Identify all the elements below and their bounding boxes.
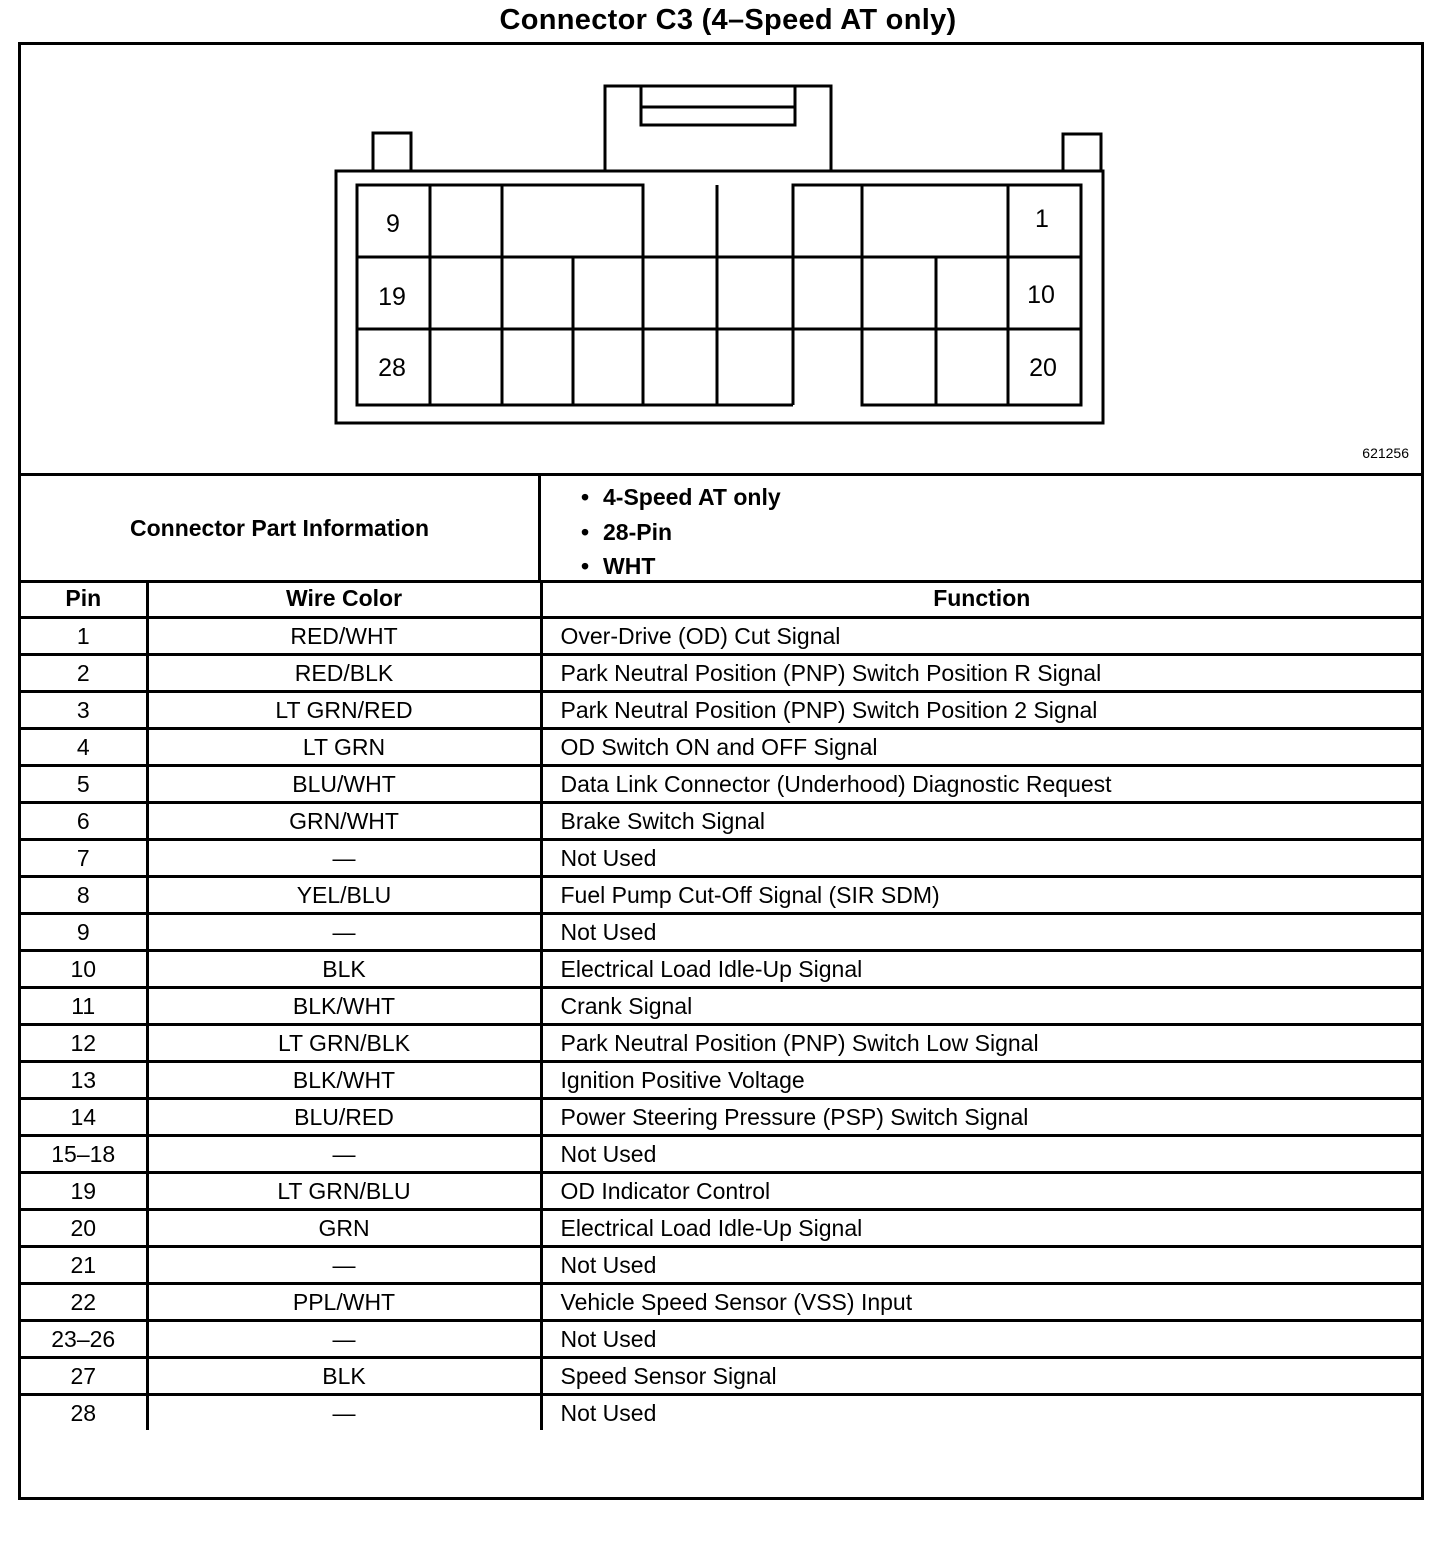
pin-cell: 4	[21, 729, 147, 766]
pin-label-20: 20	[1029, 354, 1057, 382]
table-row	[21, 914, 1421, 951]
function-cell: Fuel Pump Cut-Off Signal (SIR SDM)	[541, 877, 1421, 914]
pin-cell: 9	[21, 914, 147, 951]
pin-cell: 7	[21, 840, 147, 877]
pin-cell: 20	[21, 1210, 147, 1247]
wire-color-cell: BLK/WHT	[147, 1062, 541, 1099]
function-cell: Ignition Positive Voltage	[541, 1062, 1421, 1099]
function-cell: Not Used	[541, 1321, 1421, 1358]
function-cell: Not Used	[541, 840, 1421, 877]
function-cell: Brake Switch Signal	[541, 803, 1421, 840]
function-cell: Speed Sensor Signal	[541, 1358, 1421, 1395]
connector-diagram	[21, 45, 1421, 476]
wire-color-cell: LT GRN/BLK	[147, 1025, 541, 1062]
wire-color-cell: LT GRN/BLU	[147, 1173, 541, 1210]
table-row	[21, 655, 1421, 692]
function-cell: Electrical Load Idle-Up Signal	[541, 1210, 1421, 1247]
bullet-icon: •	[581, 484, 590, 510]
function-cell: Not Used	[541, 914, 1421, 951]
table-row	[21, 1099, 1421, 1136]
pin-label-28: 28	[378, 354, 406, 382]
wire-color-cell: GRN/WHT	[147, 803, 541, 840]
wire-color-cell: —	[147, 1321, 541, 1358]
pin-cell: 5	[21, 766, 147, 803]
function-cell: Vehicle Speed Sensor (VSS) Input	[541, 1284, 1421, 1321]
connector-frame	[18, 42, 1424, 1500]
wire-color-cell: —	[147, 1136, 541, 1173]
pin-cell: 1	[21, 618, 147, 655]
pin-label-10: 10	[1027, 281, 1055, 309]
pin-cell: 6	[21, 803, 147, 840]
bullet-icon: •	[581, 553, 590, 579]
header-function: Function	[541, 580, 1421, 618]
pin-cell: 27	[21, 1358, 147, 1395]
table-row	[21, 692, 1421, 729]
table-row	[21, 618, 1421, 655]
wire-color-cell: —	[147, 914, 541, 951]
table-row	[21, 1025, 1421, 1062]
wire-color-cell: LT GRN/RED	[147, 692, 541, 729]
connector-face-drawing	[21, 45, 1421, 473]
table-row	[21, 951, 1421, 988]
table-row	[21, 1321, 1421, 1358]
wire-color-cell: RED/WHT	[147, 618, 541, 655]
function-cell: Park Neutral Position (PNP) Switch Position 2 Signal	[541, 692, 1421, 729]
part-info-label: Connector Part Information	[21, 476, 541, 580]
page-title: Connector C3 (4–Speed AT only)	[499, 4, 957, 36]
connector-part-info	[21, 476, 1421, 583]
function-cell: Crank Signal	[541, 988, 1421, 1025]
table-row	[21, 766, 1421, 803]
table-row	[21, 877, 1421, 914]
part-info-item: • WHT	[581, 549, 781, 584]
pin-cell: 8	[21, 877, 147, 914]
part-info-item: • 28-Pin	[581, 515, 781, 550]
pin-cell: 12	[21, 1025, 147, 1062]
cavity-grid	[357, 185, 1081, 405]
function-cell: Not Used	[541, 1395, 1421, 1431]
header-pin: Pin	[21, 580, 147, 618]
part-info-list	[541, 476, 1421, 580]
pin-cell: 10	[21, 951, 147, 988]
function-cell: Park Neutral Position (PNP) Switch Position R Signal	[541, 655, 1421, 692]
table-row	[21, 729, 1421, 766]
table-row	[21, 988, 1421, 1025]
function-cell: Not Used	[541, 1136, 1421, 1173]
table-row	[21, 1173, 1421, 1210]
wire-color-cell: BLU/WHT	[147, 766, 541, 803]
table-row	[21, 1358, 1421, 1395]
part-info-item: • 4-Speed AT only	[581, 480, 781, 515]
wire-color-cell: —	[147, 1247, 541, 1284]
table-row	[21, 1062, 1421, 1099]
pin-cell: 2	[21, 655, 147, 692]
wire-color-cell: YEL/BLU	[147, 877, 541, 914]
wire-color-cell: BLK/WHT	[147, 988, 541, 1025]
pin-cell: 21	[21, 1247, 147, 1284]
table-row	[21, 1210, 1421, 1247]
function-cell: Electrical Load Idle-Up Signal	[541, 951, 1421, 988]
pin-cell: 13	[21, 1062, 147, 1099]
wire-color-cell: —	[147, 1395, 541, 1431]
pin-cell: 22	[21, 1284, 147, 1321]
lock-housing	[605, 86, 831, 171]
wire-color-cell: —	[147, 840, 541, 877]
figure-id: 621256	[1362, 445, 1409, 461]
pin-cell: 14	[21, 1099, 147, 1136]
pin-cell: 3	[21, 692, 147, 729]
function-cell: Park Neutral Position (PNP) Switch Low Signal	[541, 1025, 1421, 1062]
header-wire-color: Wire Color	[147, 580, 541, 618]
wire-color-cell: LT GRN	[147, 729, 541, 766]
table-row	[21, 1395, 1421, 1431]
right-latch	[1063, 134, 1101, 171]
function-cell: Over-Drive (OD) Cut Signal	[541, 618, 1421, 655]
pin-cell: 28	[21, 1395, 147, 1431]
function-cell: OD Indicator Control	[541, 1173, 1421, 1210]
pin-cell: 19	[21, 1173, 147, 1210]
wire-color-cell: BLK	[147, 1358, 541, 1395]
pin-cell: 15–18	[21, 1136, 147, 1173]
connector-body	[336, 171, 1103, 423]
table-row	[21, 1284, 1421, 1321]
function-cell: Data Link Connector (Underhood) Diagnostic Request	[541, 766, 1421, 803]
bullet-icon: •	[581, 518, 590, 545]
table-header-row	[21, 580, 1421, 618]
wire-color-cell: BLK	[147, 951, 541, 988]
pin-cell: 23–26	[21, 1321, 147, 1358]
wire-color-cell: RED/BLK	[147, 655, 541, 692]
function-cell: Not Used	[541, 1247, 1421, 1284]
pin-label-1: 1	[1035, 205, 1049, 233]
pin-label-19: 19	[378, 283, 406, 311]
wire-color-cell: BLU/RED	[147, 1099, 541, 1136]
table-row	[21, 1247, 1421, 1284]
function-cell: OD Switch ON and OFF Signal	[541, 729, 1421, 766]
wire-color-cell: PPL/WHT	[147, 1284, 541, 1321]
pin-cell: 11	[21, 988, 147, 1025]
pin-label-9: 9	[386, 210, 400, 238]
function-cell: Power Steering Pressure (PSP) Switch Signal	[541, 1099, 1421, 1136]
table-row	[21, 803, 1421, 840]
left-latch	[373, 133, 411, 171]
wire-color-cell: GRN	[147, 1210, 541, 1247]
table-row	[21, 1136, 1421, 1173]
table-row	[21, 840, 1421, 877]
pin-table	[21, 580, 1421, 1430]
